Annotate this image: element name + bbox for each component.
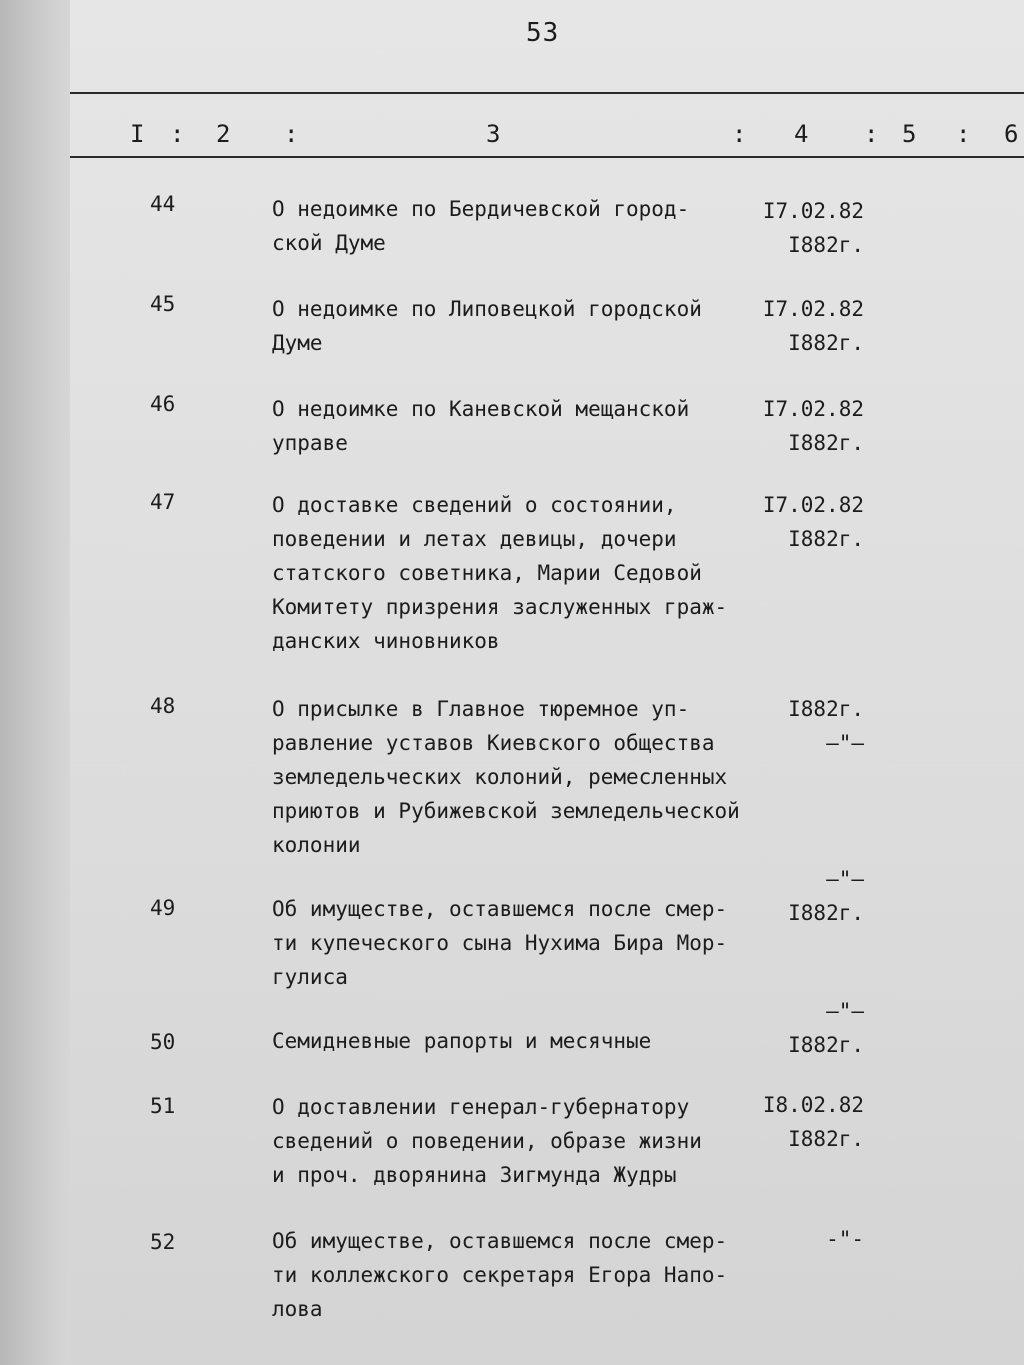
col-header-sep: : [956,120,971,148]
row-number: 52 [150,1230,176,1254]
col-header-sep: : [864,120,879,148]
col-header-1: I [130,120,145,148]
page-number: 53 [526,18,560,48]
row-title: О недоимке по Липовецкой городской Думе [272,297,702,355]
row-number: 48 [150,694,176,718]
row-number: 46 [150,392,176,416]
page-edge-shadow [0,0,70,1365]
document-page [70,0,1024,1365]
row-title: Об имуществе, оставшемся после смер- ти коллежского секретаря Егора Напо- лова [272,1229,728,1321]
row-number: 44 [150,192,176,216]
row-date: I7.02.82 I882г. [762,199,864,257]
row-number: 45 [150,292,176,316]
row-date: -"- [826,1227,864,1251]
col-header-sep: : [284,120,299,148]
row-date: I7.02.82 I882г. [762,493,864,551]
row-date: –"– I882г. [788,999,864,1057]
col-header-sep: : [170,120,185,148]
row-date: I7.02.82 I882г. [762,397,864,455]
row-date: I882г. –"– [788,697,864,755]
row-number: 47 [150,490,176,514]
col-header-3: 3 [486,120,501,148]
row-number: 51 [150,1094,176,1118]
row-date: –"– I882г. [788,867,864,925]
row-date: I7.02.82 I882г. [762,297,864,355]
row-title: О недоимке по Бердичевской город- ской Думе [272,197,690,255]
row-title: Семидневные рапорты и месячные [272,1029,652,1053]
header-rule-top [70,92,1024,94]
row-number: 49 [150,896,176,920]
col-header-6: 6 [1004,120,1019,148]
row-title: О доставлении генерал-губернатору сведений о поведении, образе жизни и проч. дворянина Зигмунда Жудры [272,1095,702,1187]
col-header-2: 2 [216,120,231,148]
row-title: О недоимке по Каневской мещанской управе [272,397,690,455]
col-header-4: 4 [794,120,809,148]
header-rule-bottom [70,156,1024,158]
row-number: 50 [150,1030,176,1054]
row-date: I8.02.82 I882г. [762,1093,864,1151]
row-title: Об имуществе, оставшемся после смер- ти купеческого сына Нухима Бира Мор- гулиса [272,897,728,989]
col-header-5: 5 [902,120,917,148]
col-header-sep: : [732,120,747,148]
row-title: О доставке сведений о состоянии, поведении и летах девицы, дочери статского советника, Марии Седовой Комитету призрения заслуженных граж- данских чиновников [272,493,728,653]
row-title: О присылке в Главное тюремное уп- равление уставов Киевского общества земледельческих колоний, ремесленных приютов и Рубижевской земледельческой колонии [272,697,740,857]
